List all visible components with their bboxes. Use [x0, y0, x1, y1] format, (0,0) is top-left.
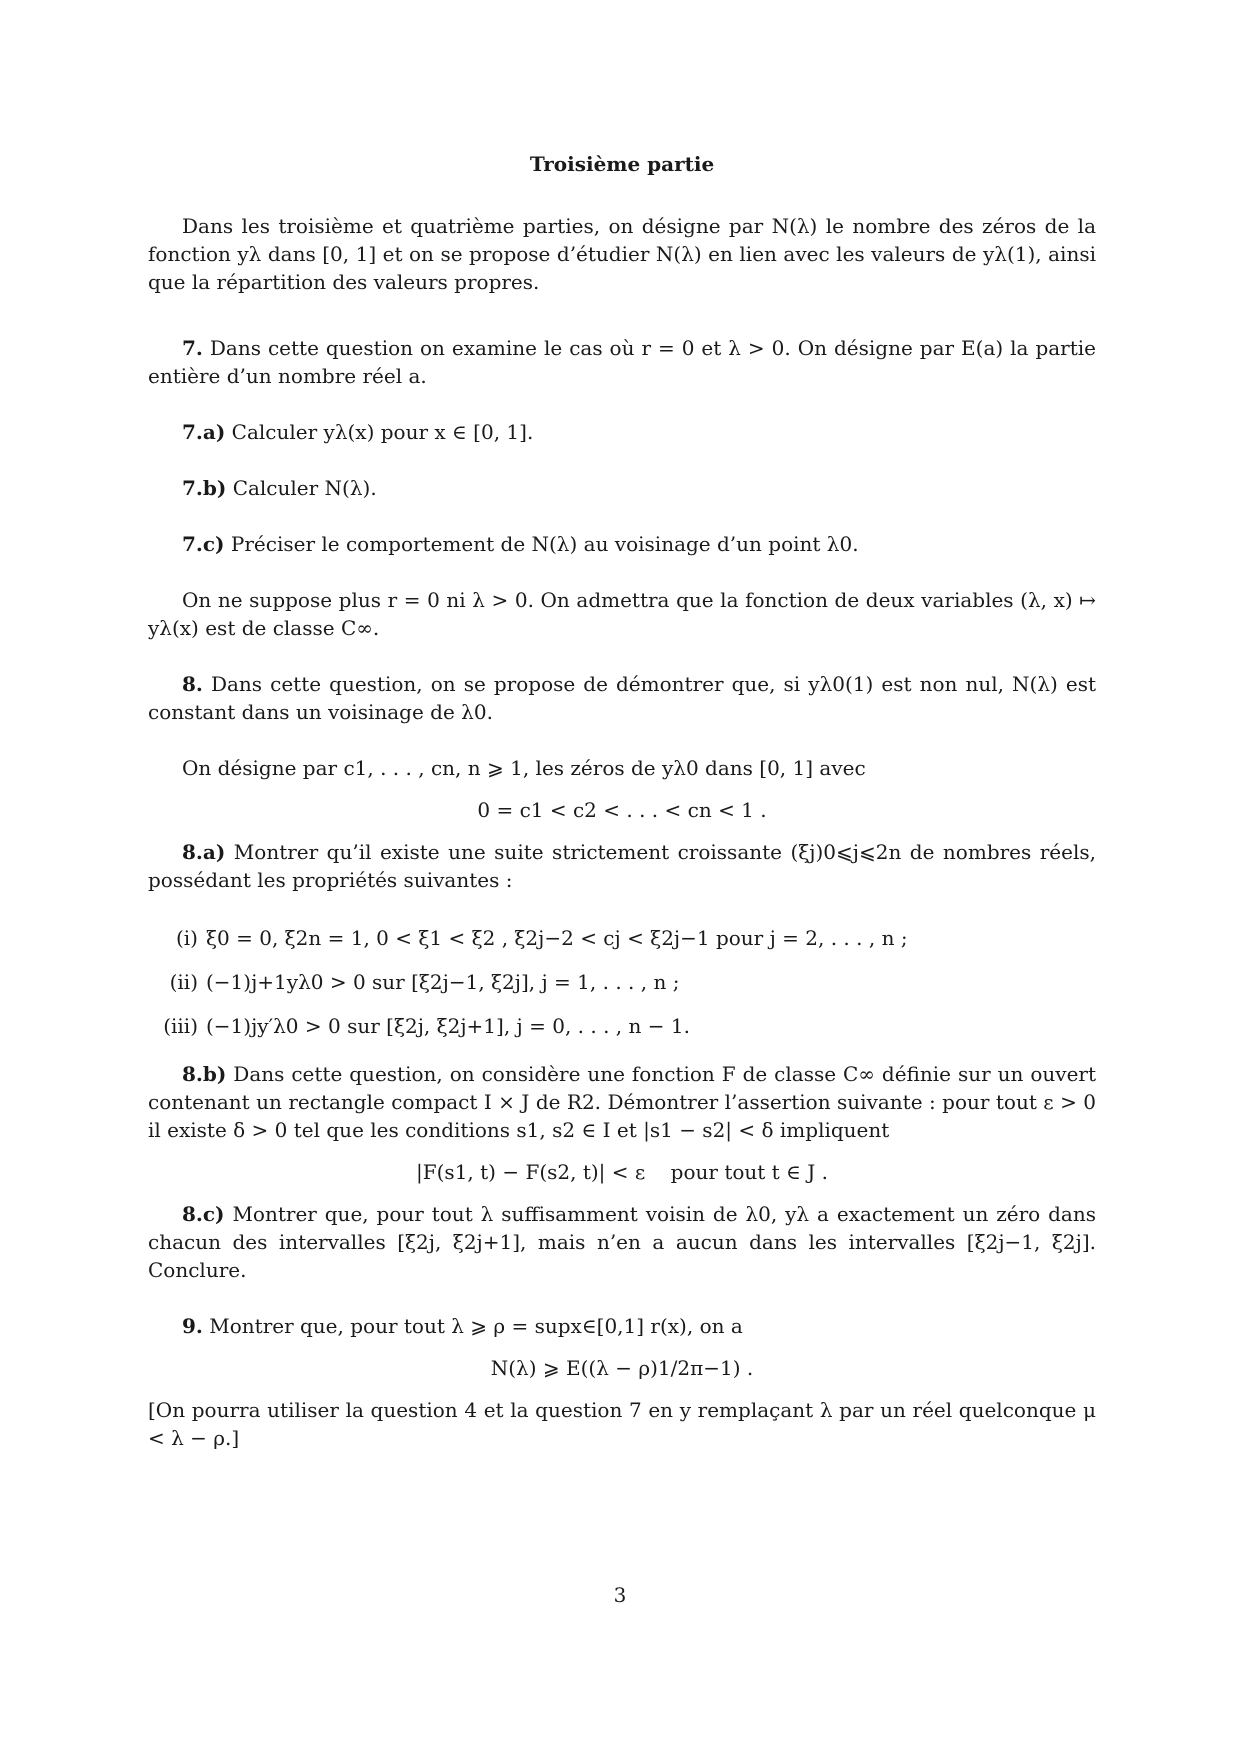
question-9-number: 9.: [182, 1314, 203, 1338]
transition-paragraph: On ne suppose plus r = 0 ni λ > 0. On admettra que la fonction de deux variables (λ, x) ↦ yλ(x) est de classe C∞.: [148, 588, 1096, 640]
question-9: [148, 1312, 1096, 1340]
question-7: [148, 334, 1096, 390]
question-8a-number: 8.a): [182, 840, 226, 864]
section-title: Troisième partie: [529, 152, 715, 176]
question-8c-text: Montrer que, pour tout λ suffisamment voisin de λ0, yλ a exactement un zéro dans chacun des intervalles [ξ2j, ξ2j+1], mais n’en a aucun dans les intervalles [ξ2j−1, ξ2j]. Conclure.: [148, 1202, 1097, 1282]
list-item-text: (−1)j+1yλ0 > 0 sur [ξ2j−1, ξ2j], j = 1, . . . , n ;: [206, 970, 680, 994]
page-number: 3: [613, 1583, 627, 1607]
question-7-number: 7.: [182, 336, 203, 360]
question-8-text: Dans cette question, on se propose de démontrer que, si yλ0(1) est non nul, N(λ) est constant dans un voisinage de λ0.: [148, 672, 1097, 724]
list-item: [148, 968, 1096, 996]
question-8a: [148, 838, 1096, 894]
list-item-label: (iii): [163, 1014, 198, 1038]
properties-list: [148, 924, 1096, 1040]
question-7-text: Dans cette question on examine le cas où r = 0 et λ > 0. On désigne par E(a) la partie entière d’un nombre réel a.: [148, 336, 1096, 388]
question-8b: [148, 1060, 1096, 1144]
question-8: [148, 670, 1096, 726]
question-7a: [148, 418, 1096, 446]
question-8c-number: 8.c): [182, 1202, 225, 1226]
list-item-text: ξ0 = 0, ξ2n = 1, 0 < ξ1 < ξ2 , ξ2j−2 < cj < ξ2j−1 pour j = 2, . . . , n ;: [206, 926, 908, 950]
question-8-number: 8.: [182, 672, 203, 696]
page-body: [148, 150, 1096, 1452]
question-8b-number: 8.b): [182, 1062, 227, 1086]
intro-paragraph: Dans les troisième et quatrième parties, on désigne par N(λ) le nombre des zéros de la fonction yλ dans [0, 1] et on se propose d’étudier N(λ) en lien avec les valeurs de yλ(1), ainsi que la répartition des valeurs propres.: [148, 214, 1096, 294]
list-item-label: (i): [175, 926, 198, 950]
question-7b-number: 7.b): [182, 476, 227, 500]
question-7a-text: Calculer yλ(x) pour x ∈ [0, 1].: [231, 420, 534, 444]
question-7b: [148, 474, 1096, 502]
question-7a-number: 7.a): [182, 420, 226, 444]
question-8a-text: Montrer qu’il existe une suite strictement croissante (ξj)0⩽j⩽2n de nombres réels, possédant les propriétés suivantes :: [148, 840, 1097, 892]
question-9-hint: [On pourra utiliser la question 4 et la question 7 en y remplaçant λ par un réel quelconque μ < λ − ρ.]: [148, 1398, 1096, 1450]
list-item-text: (−1)jy′λ0 > 0 sur [ξ2j, ξ2j+1], j = 0, . . . , n − 1.: [206, 1014, 690, 1038]
question-8c: [148, 1200, 1096, 1284]
zeros-paragraph: On désigne par c1, . . . , cn, n ⩾ 1, les zéros de yλ0 dans [0, 1] avec: [182, 756, 866, 780]
question-9-text: Montrer que, pour tout λ ⩾ ρ = supx∈[0,1] r(x), on a: [209, 1314, 743, 1338]
inequality-display-equation: |F(s1, t) − F(s2, t)| < ε pour tout t ∈ J .: [416, 1160, 828, 1184]
list-item-label: (ii): [169, 970, 198, 994]
question-7b-text: Calculer N(λ).: [232, 476, 377, 500]
question-7c: [148, 530, 1096, 558]
question-7c-number: 7.c): [182, 532, 225, 556]
question-7c-text: Préciser le comportement de N(λ) au voisinage d’un point λ0.: [230, 532, 859, 556]
question-8b-text: Dans cette question, on considère une fonction F de classe C∞ définie sur un ouvert contenant un rectangle compact I × J de R2. Démontrer l’assertion suivante : pour tout ε > 0 il existe δ > 0 tel que les conditions s1, s2 ∈ I et |s1 − s2| < δ impliquent: [148, 1062, 1096, 1142]
list-item: [148, 1012, 1096, 1040]
list-item: [148, 924, 1096, 952]
question-9-display-equation: N(λ) ⩾ E((λ − ρ)1/2π−1) .: [490, 1356, 754, 1380]
zeros-display-equation: 0 = c1 < c2 < . . . < cn < 1 .: [477, 798, 767, 822]
